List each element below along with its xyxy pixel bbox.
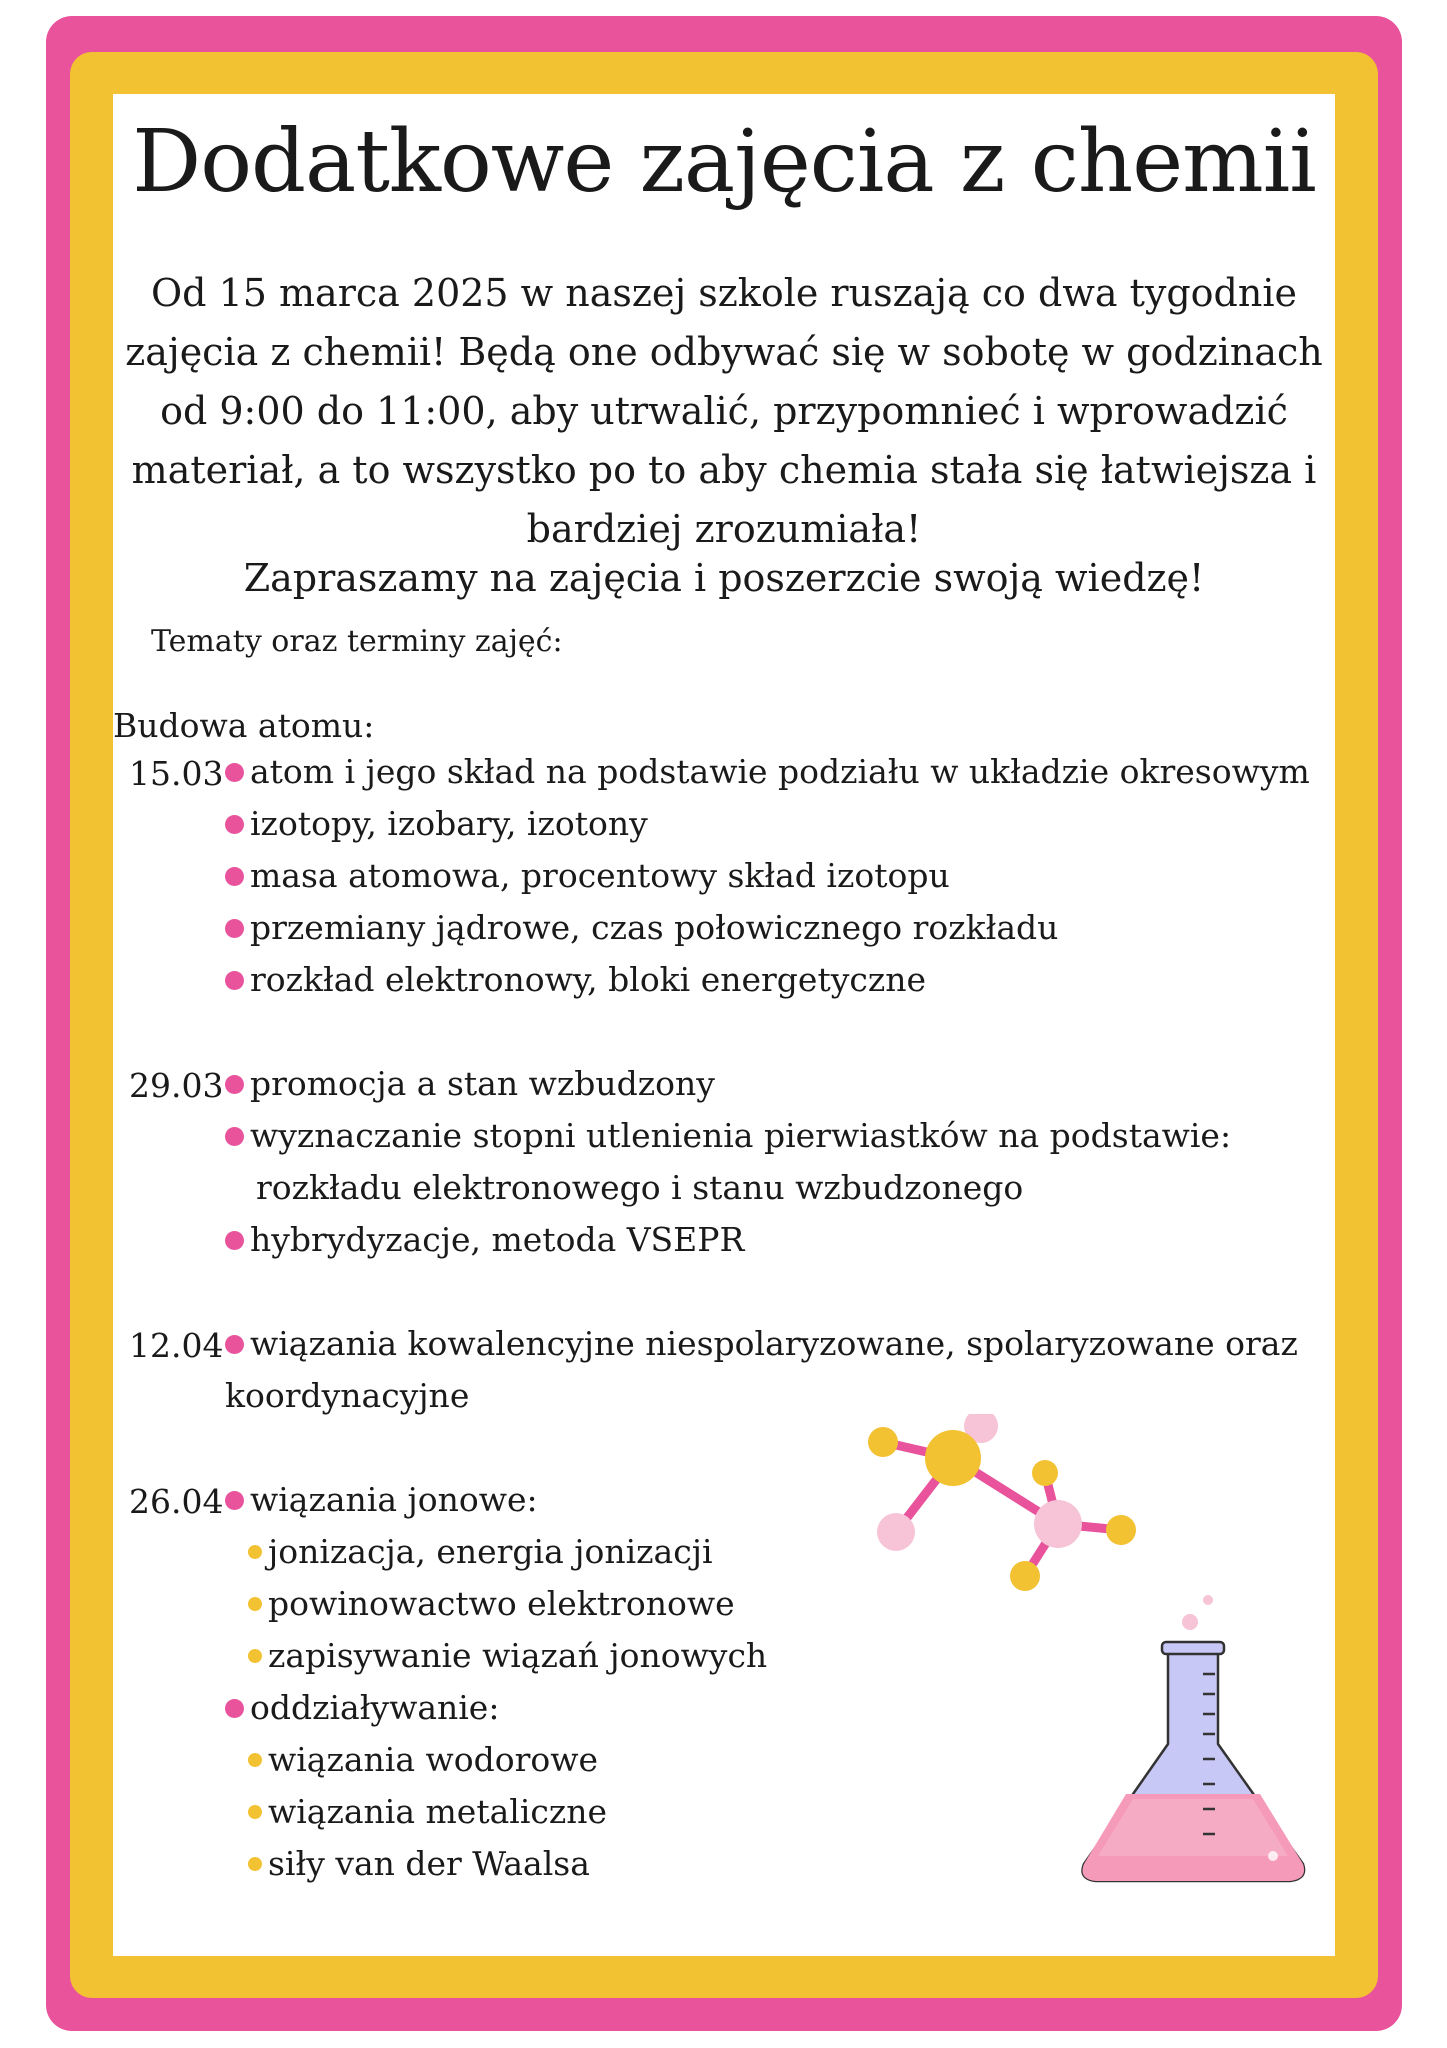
list-item: atom i jego skład na podstawie podziału w układzie okresowym — [225, 746, 1310, 798]
bullet-dot — [225, 1127, 244, 1146]
bullet-dot — [248, 1649, 262, 1663]
bullet-dot — [225, 1231, 244, 1250]
bullet-dot — [225, 763, 244, 782]
session-date: 29.03 — [129, 1066, 224, 1105]
bullet-dot — [225, 1335, 244, 1354]
list-item: wyznaczanie stopni utlenienia pierwiastków na podstawie: — [225, 1110, 1231, 1162]
intro-paragraph: Od 15 marca 2025 w naszej szkole ruszają co dwa tygodnie zajęcia z chemii! Będą one odbywać się w sobotę w godzinach od 9:00 do 11:00, aby utrwalić, przypomnieć i wprowadzić materiał, a to wszystko po to aby chemia stała się łatwiejsza i bardziej zrozumiała! — [125, 271, 1323, 551]
sub-list-item: siły van der Waalsa — [248, 1838, 590, 1890]
list-item: masa atomowa, procentowy skład izotopu — [225, 850, 950, 902]
list-item: wiązania jonowe: — [225, 1474, 538, 1526]
bullet-dot — [248, 1597, 262, 1611]
sub-list-item: zapisywanie wiązań jonowych — [248, 1630, 767, 1682]
invitation-text: Zapraszamy na zajęcia i poszerzcie swoją wiedzę! — [243, 556, 1205, 600]
sub-list-item: powinowactwo elektronowe — [248, 1578, 735, 1630]
section-label-atom: Budowa atomu: — [113, 706, 375, 745]
session-date: 26.04 — [129, 1482, 224, 1521]
topics-label: Tematy oraz terminy zajęć: — [151, 624, 563, 659]
bullet-dot — [225, 867, 244, 886]
bullet-dot — [225, 971, 244, 990]
sub-list-item: jonizacja, energia jonizacji — [248, 1526, 713, 1578]
session-date: 15.03 — [129, 754, 224, 793]
list-item-continuation: rozkładu elektronowego i stanu wzbudzonego — [256, 1168, 1024, 1207]
poster-title: Dodatkowe zajęcia z chemii — [132, 112, 1316, 212]
list-item: promocja a stan wzbudzony — [225, 1058, 715, 1110]
list-item-continuation: koordynacyjne — [225, 1376, 470, 1415]
bullet-dot — [225, 1075, 244, 1094]
sub-list-item: wiązania metaliczne — [248, 1786, 607, 1838]
sub-list-item: wiązania wodorowe — [248, 1734, 598, 1786]
list-item: przemiany jądrowe, czas połowicznego rozkładu — [225, 902, 1058, 954]
bullet-dot — [248, 1545, 262, 1559]
bullet-dot — [225, 919, 244, 938]
list-item: oddziaływanie: — [225, 1682, 499, 1734]
molecule-illustration — [853, 1414, 1153, 1614]
session-date: 12.04 — [129, 1326, 224, 1365]
bullet-dot — [225, 1699, 244, 1718]
list-item: wiązania kowalencyjne niespolaryzowane, spolaryzowane oraz — [225, 1318, 1298, 1370]
list-item: izotopy, izobary, izotony — [225, 798, 648, 850]
list-item: hybrydyzacje, metoda VSEPR — [225, 1214, 744, 1266]
bullet-dot — [248, 1753, 262, 1767]
bullet-dot — [248, 1805, 262, 1819]
bullet-dot — [225, 815, 244, 834]
list-item: rozkład elektronowy, bloki energetyczne — [225, 954, 926, 1006]
poster-content — [113, 94, 1335, 1956]
bullet-dot — [248, 1857, 262, 1871]
bullet-dot — [225, 1491, 244, 1510]
flask-illustration — [1068, 1594, 1328, 1894]
